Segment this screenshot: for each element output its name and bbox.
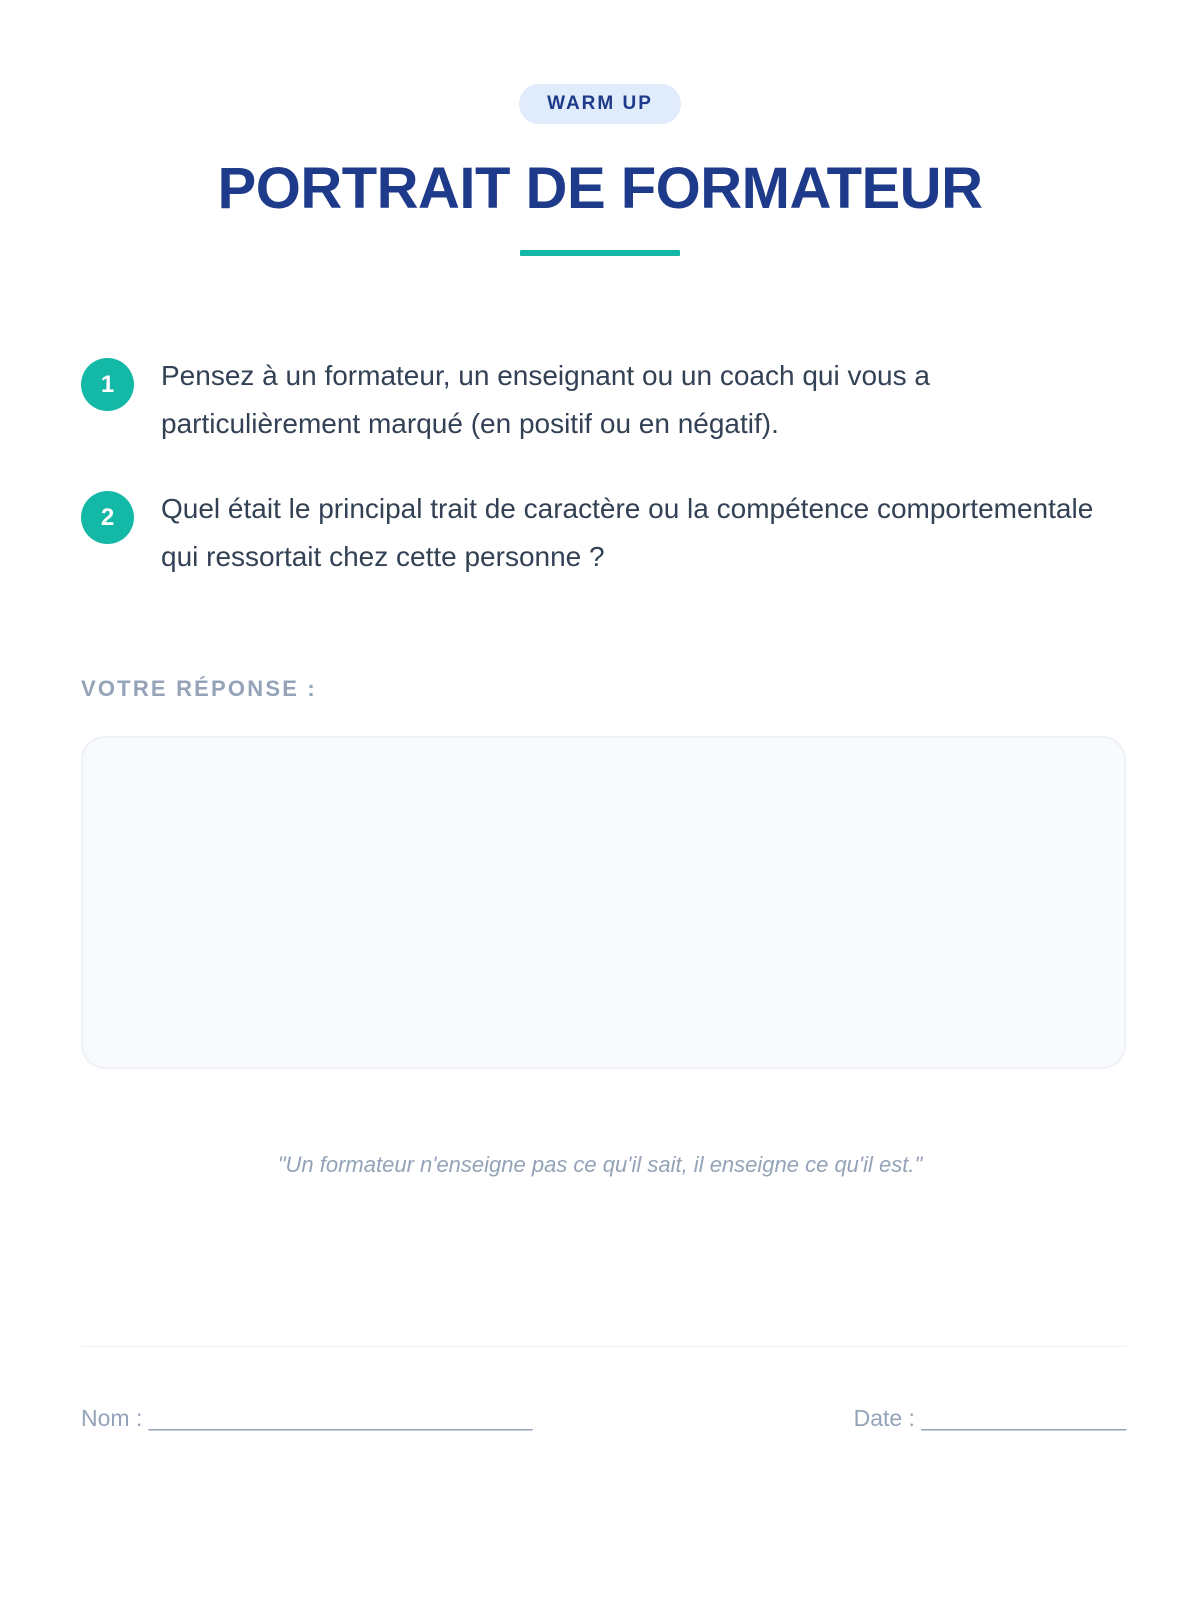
name-field[interactable]: Nom : ______________________________ bbox=[81, 1405, 533, 1431]
step-1-number-badge: 1 bbox=[81, 358, 134, 411]
step-1-text: Pensez à un formateur, un enseignant ou un coach qui vous a particulièrement marqué (en positif ou en négatif). bbox=[161, 360, 930, 439]
step-2-text: Quel était le principal trait de caractère ou la compétence comportementale qui ressortait chez cette personne ? bbox=[161, 493, 1094, 572]
page-title: PORTRAIT DE FORMATEUR bbox=[217, 156, 983, 221]
quote: "Un formateur n'enseigne pas ce qu'il sait, il enseigne ce qu'il est." bbox=[277, 1152, 923, 1177]
answer-box[interactable] bbox=[81, 736, 1126, 1069]
instruction-steps bbox=[81, 357, 1121, 623]
title-underline bbox=[520, 250, 680, 256]
warm-up-badge: WARM UP bbox=[519, 84, 681, 124]
date-field[interactable]: Date : ________________ bbox=[853, 1405, 1126, 1431]
step-2-number-badge: 2 bbox=[81, 491, 134, 544]
answer-label: VOTRE RÉPONSE : bbox=[81, 676, 317, 701]
step-2 bbox=[81, 490, 1121, 581]
header bbox=[0, 84, 1200, 256]
step-1 bbox=[81, 357, 1121, 448]
footer-divider bbox=[81, 1346, 1126, 1347]
